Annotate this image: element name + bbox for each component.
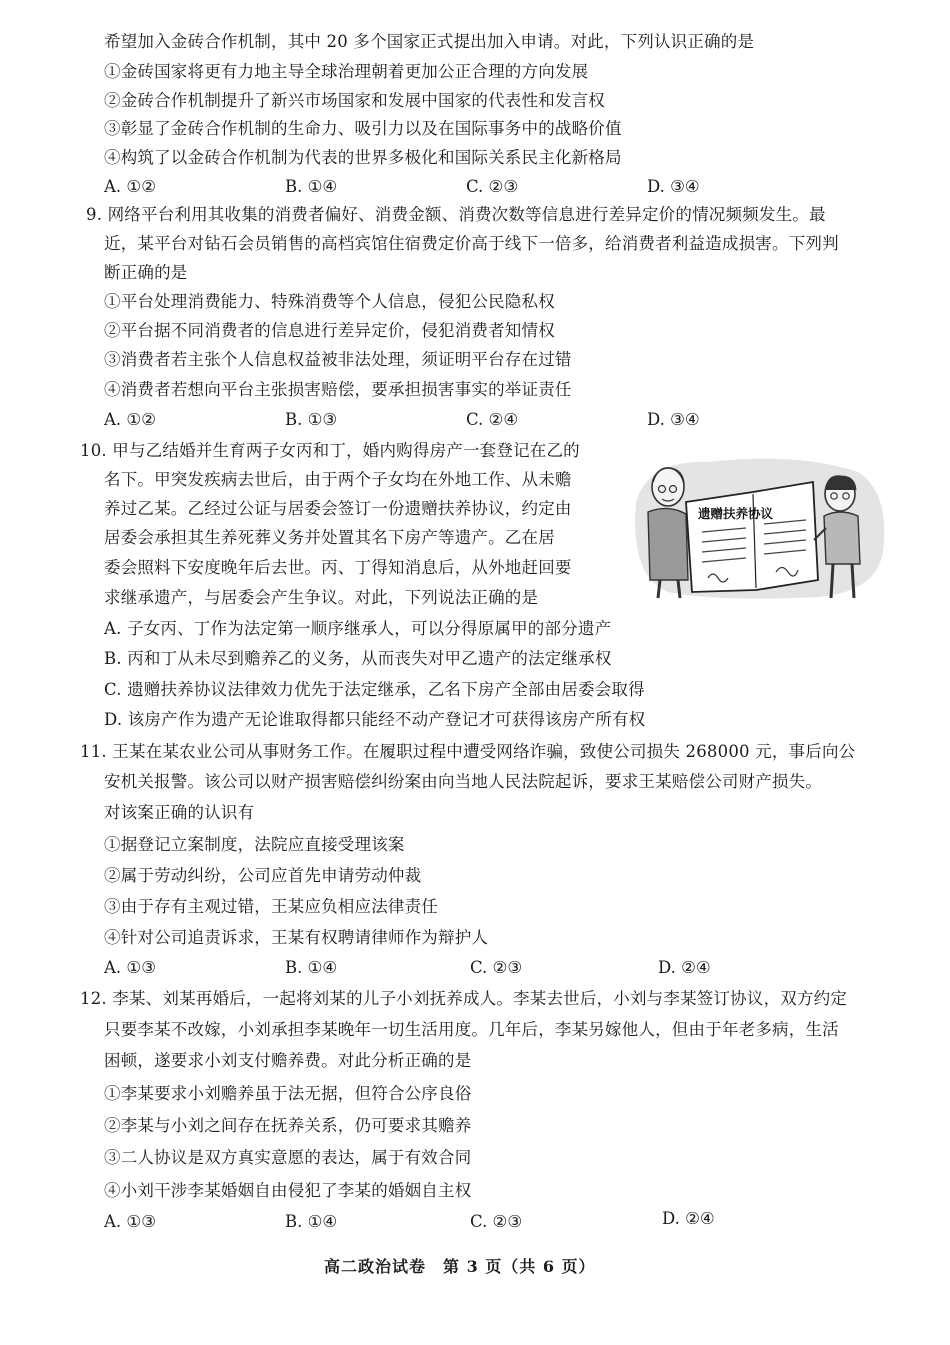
q9-stem-line-2: 近，某平台对钻石会员销售的高档宾馆住宿费定价高于线下一倍多，给消费者利益造成损害。下列判: [104, 234, 839, 253]
q10-stem-line-2: 名下。甲突发疾病去世后，由于两个子女均在外地工作、从未赡: [104, 470, 572, 489]
q12-option-c: C. ②③: [470, 1212, 523, 1231]
q10-option-a: A. 子女丙、丁作为法定第一顺序继承人，可以分得原属甲的部分遗产: [104, 619, 612, 638]
q8-option-a: A. ①②: [104, 177, 156, 196]
q8-option-b: B. ①④: [285, 177, 338, 196]
q12-stem-line-2: 只要李某不改嫁，小刘承担李某晚年一切生活用度。几年后，李某另嫁他人，但由于年老多病，生活: [104, 1020, 839, 1039]
q9-item-1: ①平台处理消费能力、特殊消费等个人信息，侵犯公民隐私权: [104, 292, 555, 311]
q8-item-1: ①金砖国家将更有力地主导全球治理朝着更加公正合理的方向发展: [104, 62, 589, 81]
bequest-agreement-illustration: [628, 452, 890, 602]
q10-option-d: D. 该房产作为遗产无论谁取得都只能经不动产登记才可获得该房产所有权: [104, 710, 646, 729]
page-footer: 高二政治试卷 第 3 页（共 6 页）: [324, 1257, 596, 1276]
q12-option-d: D. ②④: [662, 1209, 715, 1228]
q8-option-c: C. ②③: [466, 177, 519, 196]
q11-item-4: ④针对公司追责诉求，王某有权聘请律师作为辩护人: [104, 928, 489, 947]
q11-item-2: ②属于劳动纠纷，公司应首先申请劳动仲裁: [104, 866, 422, 885]
q8-item-2: ②金砖合作机制提升了新兴市场国家和发展中国家的代表性和发言权: [104, 91, 605, 110]
q11-option-d: D. ②④: [658, 958, 711, 977]
q12-stem-line-1: 12. 李某、刘某再婚后，一起将刘某的儿子小刘抚养成人。李某去世后，小刘与李某签订协议，双方约定: [80, 989, 848, 1008]
q12-item-1: ①李某要求小刘赡养虽于法无据，但符合公序良俗: [104, 1084, 472, 1103]
q9-item-4: ④消费者若想向平台主张损害赔偿，要承担损害事实的举证责任: [104, 380, 572, 399]
q8-option-d: D. ③④: [647, 177, 700, 196]
agreement-document: [686, 482, 818, 592]
q12-item-3: ③二人协议是双方真实意愿的表达，属于有效合同: [104, 1148, 472, 1167]
q10-stem-line-4: 居委会承担其生养死葬义务并处置其名下房产等遗产。乙在居: [104, 528, 555, 547]
q9-item-3: ③消费者若主张个人信息权益被非法处理，须证明平台存在过错: [104, 350, 572, 369]
q11-item-3: ③由于存有主观过错，王某应负相应法律责任: [104, 897, 438, 916]
elderly-person-figure: [648, 468, 688, 598]
q11-stem-line-3: 对该案正确的认识有: [104, 803, 255, 822]
q10-option-c: C. 遗赠扶养协议法律效力优先于法定继承，乙名下房产全部由居委会取得: [104, 680, 645, 699]
q9-option-a: A. ①②: [104, 410, 156, 429]
q12-option-a: A. ①③: [104, 1212, 156, 1231]
q8-item-3: ③彰显了金砖合作机制的生命力、吸引力以及在国际事务中的战略价值: [104, 119, 622, 138]
q8-stem: 希望加入金砖合作机制，其中 20 多个国家正式提出加入申请。对此，下列认识正确的是: [104, 32, 755, 51]
q12-item-2: ②李某与小刘之间存在抚养关系，仍可要求其赡养: [104, 1116, 472, 1135]
agreement-title: 遗赠扶养协议: [698, 506, 774, 521]
q9-option-d: D. ③④: [647, 410, 700, 429]
q11-option-c: C. ②③: [470, 958, 523, 977]
q12-stem-line-3: 困顿，遂要求小刘支付赡养费。对此分析正确的是: [104, 1051, 472, 1070]
q10-stem-line-5: 委会照料下安度晚年后去世。丙、丁得知消息后，从外地赶回要: [104, 558, 572, 577]
q11-item-1: ①据登记立案制度，法院应直接受理该案: [104, 835, 405, 854]
q9-option-b: B. ①③: [285, 410, 338, 429]
q12-option-b: B. ①④: [285, 1212, 338, 1231]
q10-stem-line-6: 求继承遗产，与居委会产生争议。对此，下列说法正确的是: [104, 588, 539, 607]
q9-item-2: ②平台据不同消费者的信息进行差异定价，侵犯消费者知情权: [104, 321, 555, 340]
q10-stem-line-3: 养过乙某。乙经过公证与居委会签订一份遗赠扶养协议，约定由: [104, 499, 572, 518]
q12-item-4: ④小刘干涉李某婚姻自由侵犯了李某的婚姻自主权: [104, 1181, 472, 1200]
q9-stem-line-1: 9. 网络平台利用其收集的消费者偏好、消费金额、消费次数等信息进行差异定价的情况频频发生。最: [86, 205, 826, 224]
q10-stem-line-1: 10. 甲与乙结婚并生育两子女丙和丁，婚内购得房产一套登记在乙的: [80, 441, 580, 460]
q9-option-c: C. ②④: [466, 410, 519, 429]
q11-stem-line-1: 11. 王某在某农业公司从事财务工作。在履职过程中遭受网络诈骗，致使公司损失 268000 元，事后向公: [80, 742, 856, 761]
q9-stem-line-3: 断正确的是: [104, 263, 188, 282]
q8-item-4: ④构筑了以金砖合作机制为代表的世界多极化和国际关系民主化新格局: [104, 148, 622, 167]
q10-option-b: B. 丙和丁从未尽到赡养乙的义务，从而丧失对甲乙遗产的法定继承权: [104, 649, 612, 668]
q11-stem-line-2: 安机关报警。该公司以财产损害赔偿纠纷案由向当地人民法院起诉，要求王某赔偿公司财产损失。: [104, 772, 823, 791]
q11-option-b: B. ①④: [285, 958, 338, 977]
q11-option-a: A. ①③: [104, 958, 156, 977]
